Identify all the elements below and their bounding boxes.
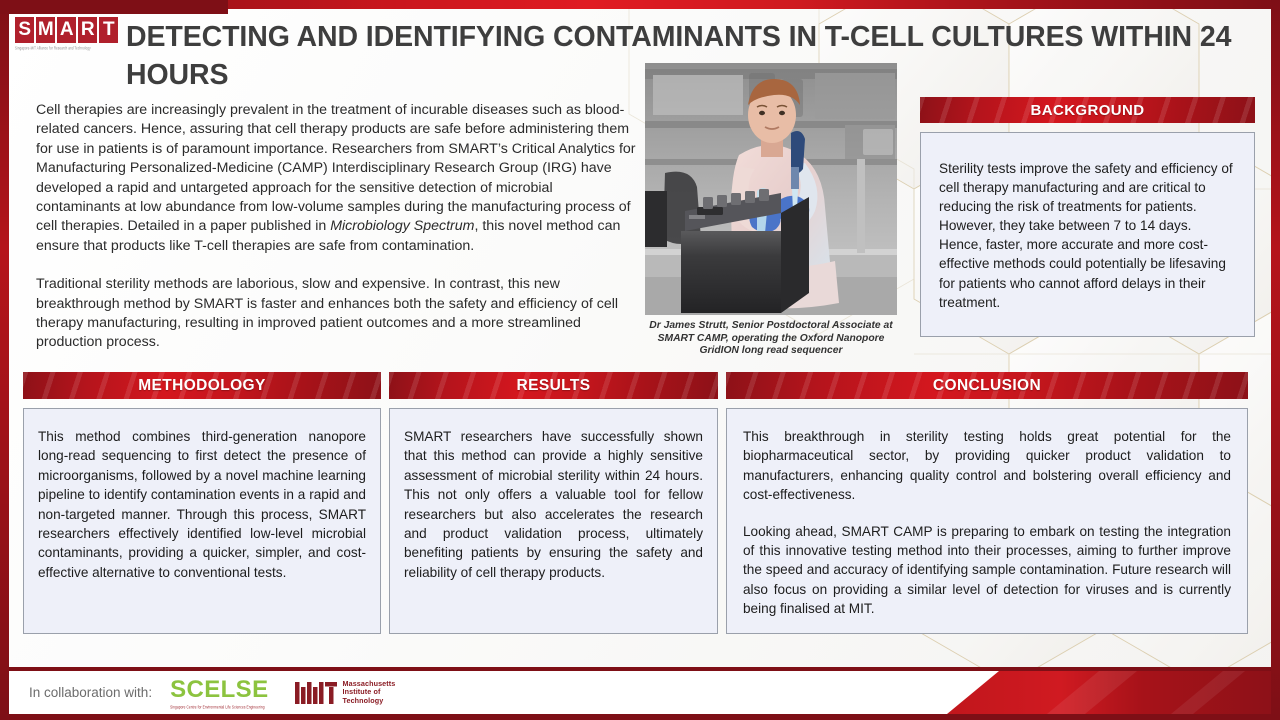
- smart-letter-a: A: [57, 17, 76, 43]
- poster-footer: [9, 671, 1271, 714]
- mit-line-3: Technology: [342, 695, 384, 705]
- conclusion-paragraph-2: Looking ahead, SMART CAMP is preparing to embark on testing the integration of this innovative testing method into their processes, aiming to further improve the speed and accuracy of identifying sample contamination. Future research will also focus on providing a similar level of detection for viruses and is currently being finalised at MIT.: [743, 523, 1231, 617]
- mit-line-1: Massachusetts: [342, 678, 396, 688]
- mit-line-2: Institute of: [342, 687, 381, 697]
- results-panel-body: SMART researchers have successfully shown that this method can provide a highly sensitive assessment of microbial sterility within 24 hours. This not only offers a valuable tool for fellow researchers but also accelerates the research and product validation process, ultimately benefiting patients by ensuring the safety and reliability of cell therapy products.: [389, 408, 718, 634]
- mit-wordmark: [343, 680, 396, 705]
- intro-p1-part1: Cell therapies are increasingly prevalent in the treatment of incurable diseases such as blood-related cancers. Hence, assuring that cell therapy products are safe before administering them for use in patients is of paramount importance. Researchers from SMART’s Critical Analytics for Manufacturing Personalized-Medicine (CAMP) Interdisciplinary Research Group (IRG) have developed a rapid and untargeted approach for the sensitive detection of microbial contaminants at low abundance from low-volume samples during the manufacturing process of cell therapies. Detailed in a paper published in: [36, 102, 636, 235]
- methodology-panel-heading: METHODOLOGY: [23, 372, 381, 399]
- introduction-text: [36, 101, 636, 353]
- bottom-decorative-edge: [0, 714, 1280, 720]
- methodology-panel: [23, 372, 381, 634]
- footer-content: [29, 671, 395, 714]
- photo-caption: Dr James Strutt, Senior Postdoctoral Associate at SMART CAMP, operating the Oxford Nanopore GridION long read sequencer: [649, 320, 893, 357]
- poster-content: [9, 9, 1271, 714]
- conclusion-panel-heading: CONCLUSION: [726, 372, 1248, 399]
- left-decorative-edge: [0, 0, 9, 720]
- methodology-panel-body: This method combines third-generation nanopore long-read sequencing to first detect the presence of microorganisms, followed by a novel machine learning pipeline to identify contamination events in a rapid and non-targeted manner. Through this process, SMART researchers effectively identified low-level microbial contaminants, providing a quicker, simpler, and cost-effective alternative to conventional tests.: [23, 408, 381, 634]
- smart-logo-tagline: Singapore-MIT Alliance for Research and Technology: [15, 45, 91, 51]
- results-panel: [389, 372, 718, 634]
- intro-p1-part2: , this novel method can ensure that products like T-cell therapies are safe from contamination.: [36, 218, 621, 254]
- smart-letter-t: T: [99, 17, 118, 43]
- background-panel-body: Sterility tests improve the safety and efficiency of cell therapy manufacturing and are critical to reducing the risk of treatments for patients. However, they take between 7 to 14 days. Hence, faster, more accurate and more cost-effective methods could potentially be lifesaving for patients who cannot afford delays in their treatment.: [920, 132, 1255, 337]
- scelse-logo: [170, 675, 269, 710]
- background-panel-heading: BACKGROUND: [920, 97, 1255, 123]
- results-panel-heading: RESULTS: [389, 372, 718, 399]
- smart-letter-r: R: [78, 17, 97, 43]
- conclusion-panel: [726, 372, 1248, 634]
- panels-row: [23, 372, 1258, 634]
- scelse-tagline: Singapore Centre for Environmental Life Sciences Engineering: [170, 703, 265, 710]
- top-left-accent-block: [0, 0, 228, 14]
- researcher-photo: [645, 63, 897, 315]
- intro-paragraph-1: [36, 101, 636, 256]
- poster-header: [9, 11, 1271, 89]
- smart-logo: [15, 17, 118, 49]
- smart-letter-m: M: [36, 17, 55, 43]
- scelse-wordmark: SCELSE: [170, 675, 269, 703]
- smart-logo-letters: [15, 17, 118, 43]
- conclusion-paragraph-1: This breakthrough in sterility testing holds great potential for the biopharmaceutical sector, by providing quicker product validation to manufacturers, enhancing quality control and bolstering overall efficiency and cost-effectiveness.: [743, 429, 1231, 503]
- conclusion-panel-body: [726, 408, 1248, 634]
- footer-diagonal-decoration: [851, 671, 1271, 714]
- background-panel: [920, 97, 1255, 337]
- mit-mark-icon: [295, 682, 337, 704]
- journal-name: Microbiology Spectrum: [330, 218, 475, 235]
- mit-logo: [295, 680, 396, 705]
- page-title: DETECTING AND IDENTIFYING CONTAMINANTS IN T-CELL CULTURES WITHIN 24 HOURS: [126, 21, 1232, 91]
- photo-block: [645, 63, 897, 358]
- collaboration-label: In collaboration with:: [29, 685, 153, 700]
- intro-paragraph-2: Traditional sterility methods are laborious, slow and expensive. In contrast, this new breakthrough method by SMART is faster and enhances both the safety and efficiency of cell therapy manufacturing, resulting in improved patient outcomes and a more streamlined production process.: [36, 276, 619, 351]
- smart-letter-s: S: [15, 17, 34, 43]
- right-decorative-edge: [1271, 0, 1280, 720]
